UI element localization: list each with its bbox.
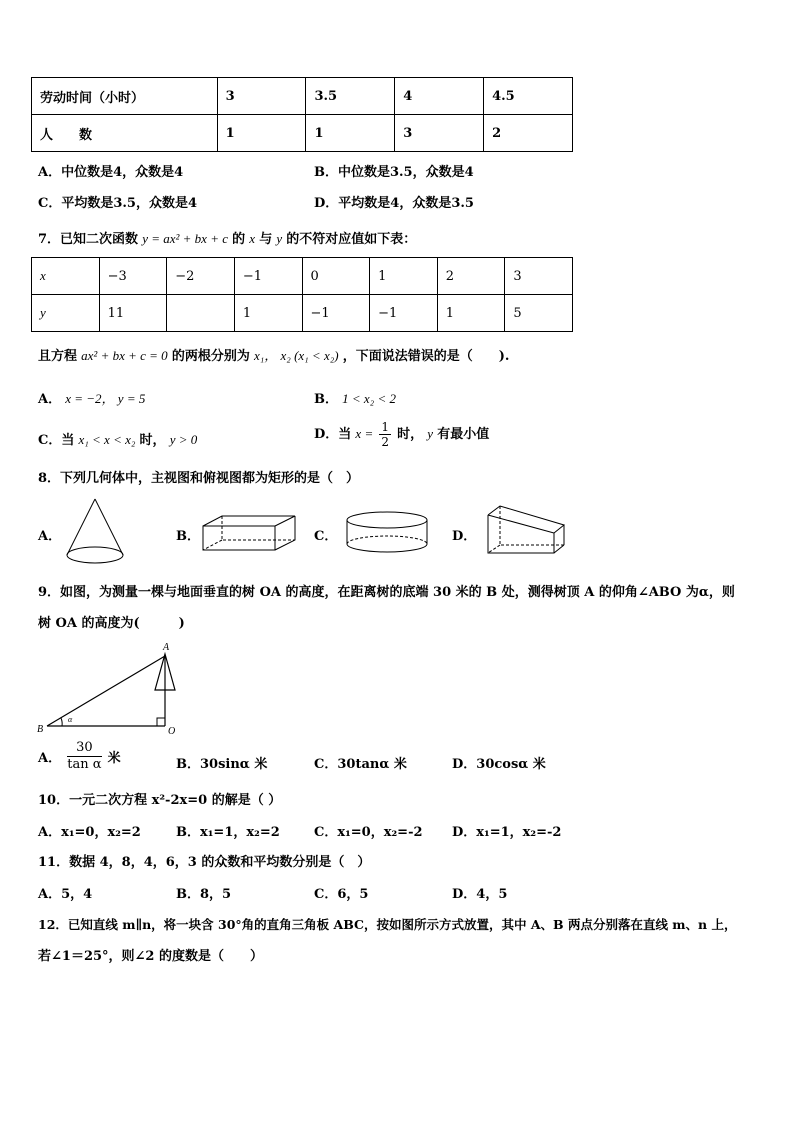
- table-cell: 11: [99, 295, 167, 332]
- q7-option-d-label: D．当: [314, 427, 352, 442]
- q7-value-table: [31, 257, 573, 332]
- q7-option-c-math2: y > 0: [169, 432, 198, 447]
- q7-stem-y: y: [276, 231, 283, 246]
- label-b: B: [37, 724, 44, 735]
- q9-stem-line2: 树 OA 的高度为( ): [38, 616, 185, 631]
- labor-hours-table: [31, 77, 573, 152]
- q8-option-c-label: C．: [314, 529, 338, 544]
- q7-option-c: [38, 429, 197, 448]
- q6-option-a: A．中位数是4，众数是4: [38, 165, 184, 180]
- q7-stem-x: x: [249, 231, 256, 246]
- q7-option-a-label: A．: [38, 392, 62, 407]
- q8-option-a-label: A．: [38, 529, 62, 544]
- table-cell: 人 数: [32, 115, 218, 152]
- q7-option-a-math: x = −2， y = 5: [65, 391, 146, 406]
- q7-option-d: [314, 420, 489, 449]
- table-cell: 2: [484, 115, 573, 152]
- q11-stem: 11．数据 4，8，4，6，3 的众数和平均数分别是（ ）: [38, 855, 371, 870]
- table-row: [32, 295, 573, 332]
- q10-option-d: D．x₁=1，x₂=-2: [452, 825, 562, 840]
- table-cell: x: [32, 258, 100, 295]
- q9-option-d: D．30cosα 米: [452, 757, 546, 772]
- triangular-prism-figure: [484, 503, 568, 557]
- table-row: [32, 78, 573, 115]
- cone-figure: [64, 497, 126, 567]
- q12-stem-line1: 12．已知直线 m∥n，将一块含 30°角的直角三角板 ABC，按如图所示方式放置，其中 A、B 两点分别落在直线 m、n 上，: [38, 917, 737, 932]
- q7-roots: x₁， x₂ (x₁ < x₂): [253, 348, 339, 363]
- q10-option-b: B．x₁=1，x₂=2: [176, 825, 280, 840]
- table-cell: 3: [505, 258, 573, 295]
- table-cell: −2: [167, 258, 235, 295]
- table-cell: 1: [306, 115, 395, 152]
- q7-line2-post: ，下面说法错误的是（ ).: [342, 349, 510, 364]
- table-cell: 1: [234, 295, 302, 332]
- q7-stem-mid: 的: [232, 232, 246, 247]
- table-cell: 4: [395, 78, 484, 115]
- table-cell: 1: [370, 258, 438, 295]
- q9-option-a-label: A．: [38, 751, 62, 766]
- q9-option-b: B．30sinα 米: [176, 757, 268, 772]
- q11-option-c: C．6，5: [314, 887, 369, 902]
- q12-stem-line2: 若∠1＝25°，则∠2 的度数是（ ）: [38, 949, 263, 964]
- label-o: O: [168, 726, 176, 737]
- fraction-numerator: 30: [67, 740, 101, 757]
- q9-stem-line1: 9．如图，为测量一棵与地面垂直的树 OA 的高度，在距离树的底端 30 米的 B 处，测得树顶 A 的仰角∠ABO 为α，则: [38, 585, 735, 600]
- q7-option-b-label: B．: [314, 392, 338, 407]
- table-row: [32, 258, 573, 295]
- table-row: [32, 115, 573, 152]
- q6-option-c: C．平均数是3.5，众数是4: [38, 196, 198, 211]
- q8-stem: 8．下列几何体中，主视图和俯视图都为矩形的是（ ）: [38, 471, 360, 486]
- table-cell: y: [32, 295, 100, 332]
- q7-option-c-math: x₁ < x < x₂: [78, 432, 136, 447]
- tree-angle-figure: [34, 638, 184, 738]
- q7-stem-and: 与: [259, 232, 273, 247]
- table-cell: 2: [437, 258, 505, 295]
- table-cell: −3: [99, 258, 167, 295]
- table-cell: 3: [395, 115, 484, 152]
- label-a: A: [163, 642, 170, 653]
- table-cell: [167, 295, 235, 332]
- table-cell: 5: [505, 295, 573, 332]
- q7-line2-pre: 且方程: [38, 349, 78, 364]
- q7-option-c-mid: 时，: [139, 433, 166, 448]
- q7-option-d-mid: 时，: [397, 427, 424, 442]
- q10-option-a: A．x₁=0，x₂=2: [38, 825, 141, 840]
- q11-option-d: D．4，5: [452, 887, 508, 902]
- q7-option-d-math: x =: [355, 426, 374, 441]
- q6-option-b: B．中位数是3.5，众数是4: [314, 165, 474, 180]
- table-cell: 0: [302, 258, 370, 295]
- table-cell: 4.5: [484, 78, 573, 115]
- table-cell: 1: [217, 115, 306, 152]
- q7-line2-mid: 的两根分别为: [171, 349, 250, 364]
- q8-option-d-label: D．: [452, 529, 477, 544]
- q7-option-c-label: C．当: [38, 433, 75, 448]
- cuboid-figure: [200, 513, 300, 553]
- label-alpha: α: [68, 715, 73, 724]
- table-cell: 1: [437, 295, 505, 332]
- q7-option-a: [38, 388, 145, 407]
- q7-option-d-var: y: [427, 426, 434, 441]
- q10-option-c: C．x₁=0，x₂=-2: [314, 825, 423, 840]
- q8-option-b-label: B．: [176, 529, 200, 544]
- q7-stem-post: 的不符对应值如下表：: [286, 232, 417, 247]
- q7-stem-pre: 7．已知二次函数: [38, 232, 139, 247]
- q10-stem: 10．一元二次方程 x²-2x=0 的解是（ ）: [38, 793, 282, 808]
- table-cell: −1: [370, 295, 438, 332]
- q7-option-d-post: 有最小值: [437, 427, 490, 442]
- q7-function: y = ax² + bx + c: [142, 231, 228, 246]
- q7-option-b-math: 1 < x₂ < 2: [342, 391, 396, 406]
- table-cell: 劳动时间（小时）: [32, 78, 218, 115]
- q9-option-a: [38, 740, 121, 773]
- q11-option-b: B．8，5: [176, 887, 232, 902]
- q7-option-b: [314, 388, 396, 407]
- table-cell: 3.5: [306, 78, 395, 115]
- q9-option-a-unit: 米: [107, 751, 121, 766]
- q11-option-a: A．5，4: [38, 887, 93, 902]
- q7-line2: [38, 345, 509, 364]
- q9-option-c: C．30tanα 米: [314, 757, 407, 772]
- fraction-denominator: tan α: [67, 757, 102, 772]
- table-cell: −1: [234, 258, 302, 295]
- q7-stem: [38, 228, 416, 247]
- fraction-numerator: 1: [381, 420, 389, 434]
- fraction-denominator: 2: [381, 435, 389, 449]
- q9-fraction: [67, 740, 101, 773]
- q7-equation: ax² + bx + c = 0: [81, 348, 168, 363]
- table-cell: 3: [217, 78, 306, 115]
- cylinder-figure: [344, 510, 430, 556]
- q7-fraction: [379, 420, 391, 449]
- table-cell: −1: [302, 295, 370, 332]
- q6-option-d: D．平均数是4，众数是3.5: [314, 196, 474, 211]
